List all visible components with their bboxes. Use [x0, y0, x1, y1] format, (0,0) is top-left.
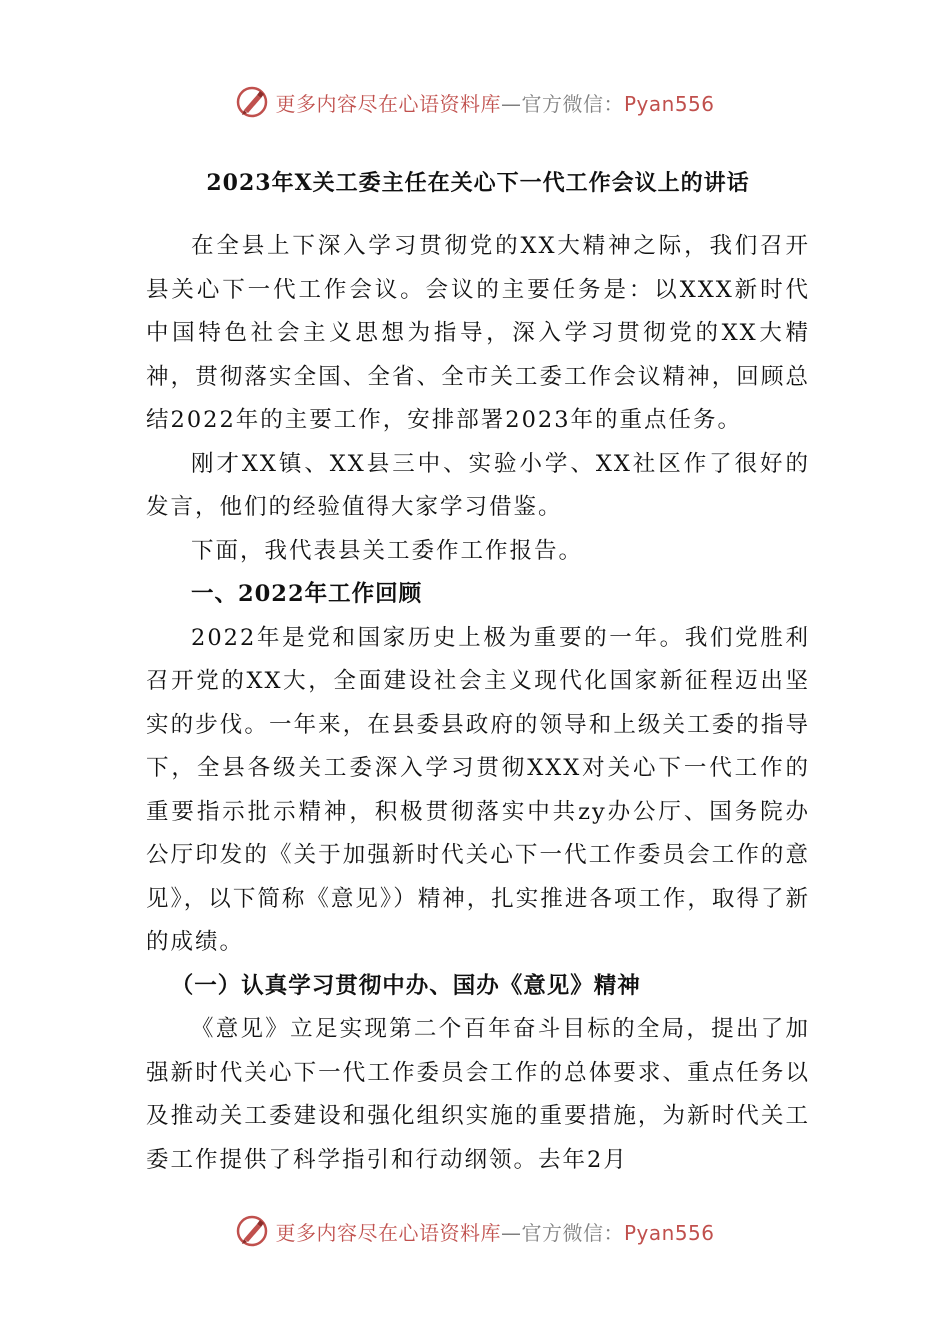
paragraph: 下面，我代表县关工委作工作报告。	[191, 537, 584, 564]
document-body	[146, 166, 810, 1182]
paragraph: 刚才XX镇、XX县三中、实验小学、XX社区作了很好的发言，他们的经验值得大家学习借鉴。	[146, 450, 810, 520]
section-heading: 一、2022年工作回顾	[191, 581, 423, 607]
paragraph: 《意见》立足实现第二个百年奋斗目标的全局，提出了加强新时代关心下一代工作委员会工作的总体要求、重点任务以及推动关工委建设和强化组织实施的重要措施，为新时代关工委工作提供了科学指引和行动纲领。去年2月	[146, 1016, 810, 1173]
watermark-text: 更多内容尽在心语资料库—官方微信：Pyan556	[275, 1220, 715, 1245]
paragraph: 2022年是党和国家历史上极为重要的一年。我们党胜利召开党的XX大，全面建设社会主义现代化国家新征程迈出坚实的步伐。一年来，在县委县政府的领导和上级关工委的指导下，全县各级关工委深入学习贯彻XXX对关心下一代工作的重要指示批示精神，积极贯彻落实中共zy办公厅、国务院办公厅印发的《关于加强新时代关心下一代工作委员会工作的意见》，以下简称《意见》）精神，扎实推进各项工作，取得了新的成绩。	[146, 624, 810, 955]
watermark-text: 更多内容尽在心语资料库—官方微信：Pyan556	[275, 91, 715, 116]
subsection-heading: （一）认真学习贯彻中办、国办《意见》精神	[170, 972, 641, 999]
watermark-banner-bottom	[0, 1211, 950, 1251]
paragraph: 在全县上下深入学习贯彻党的XX大精神之际，我们召开县关心下一代工作会议。会议的主要任务是：以XXX新时代中国特色社会主义思想为指导，深入学习贯彻党的XX大精神，贯彻落实全国、全省、全市关工委工作会议精神，回顾总结2022年的主要工作，安排部署2023年的重点任务。	[146, 233, 810, 433]
watermark-banner-top	[0, 82, 950, 122]
document-title: 2023年X关工委主任在关心下一代工作会议上的讲话	[206, 170, 750, 196]
pen-logo-icon	[235, 85, 269, 119]
pen-logo-icon	[235, 1214, 269, 1248]
